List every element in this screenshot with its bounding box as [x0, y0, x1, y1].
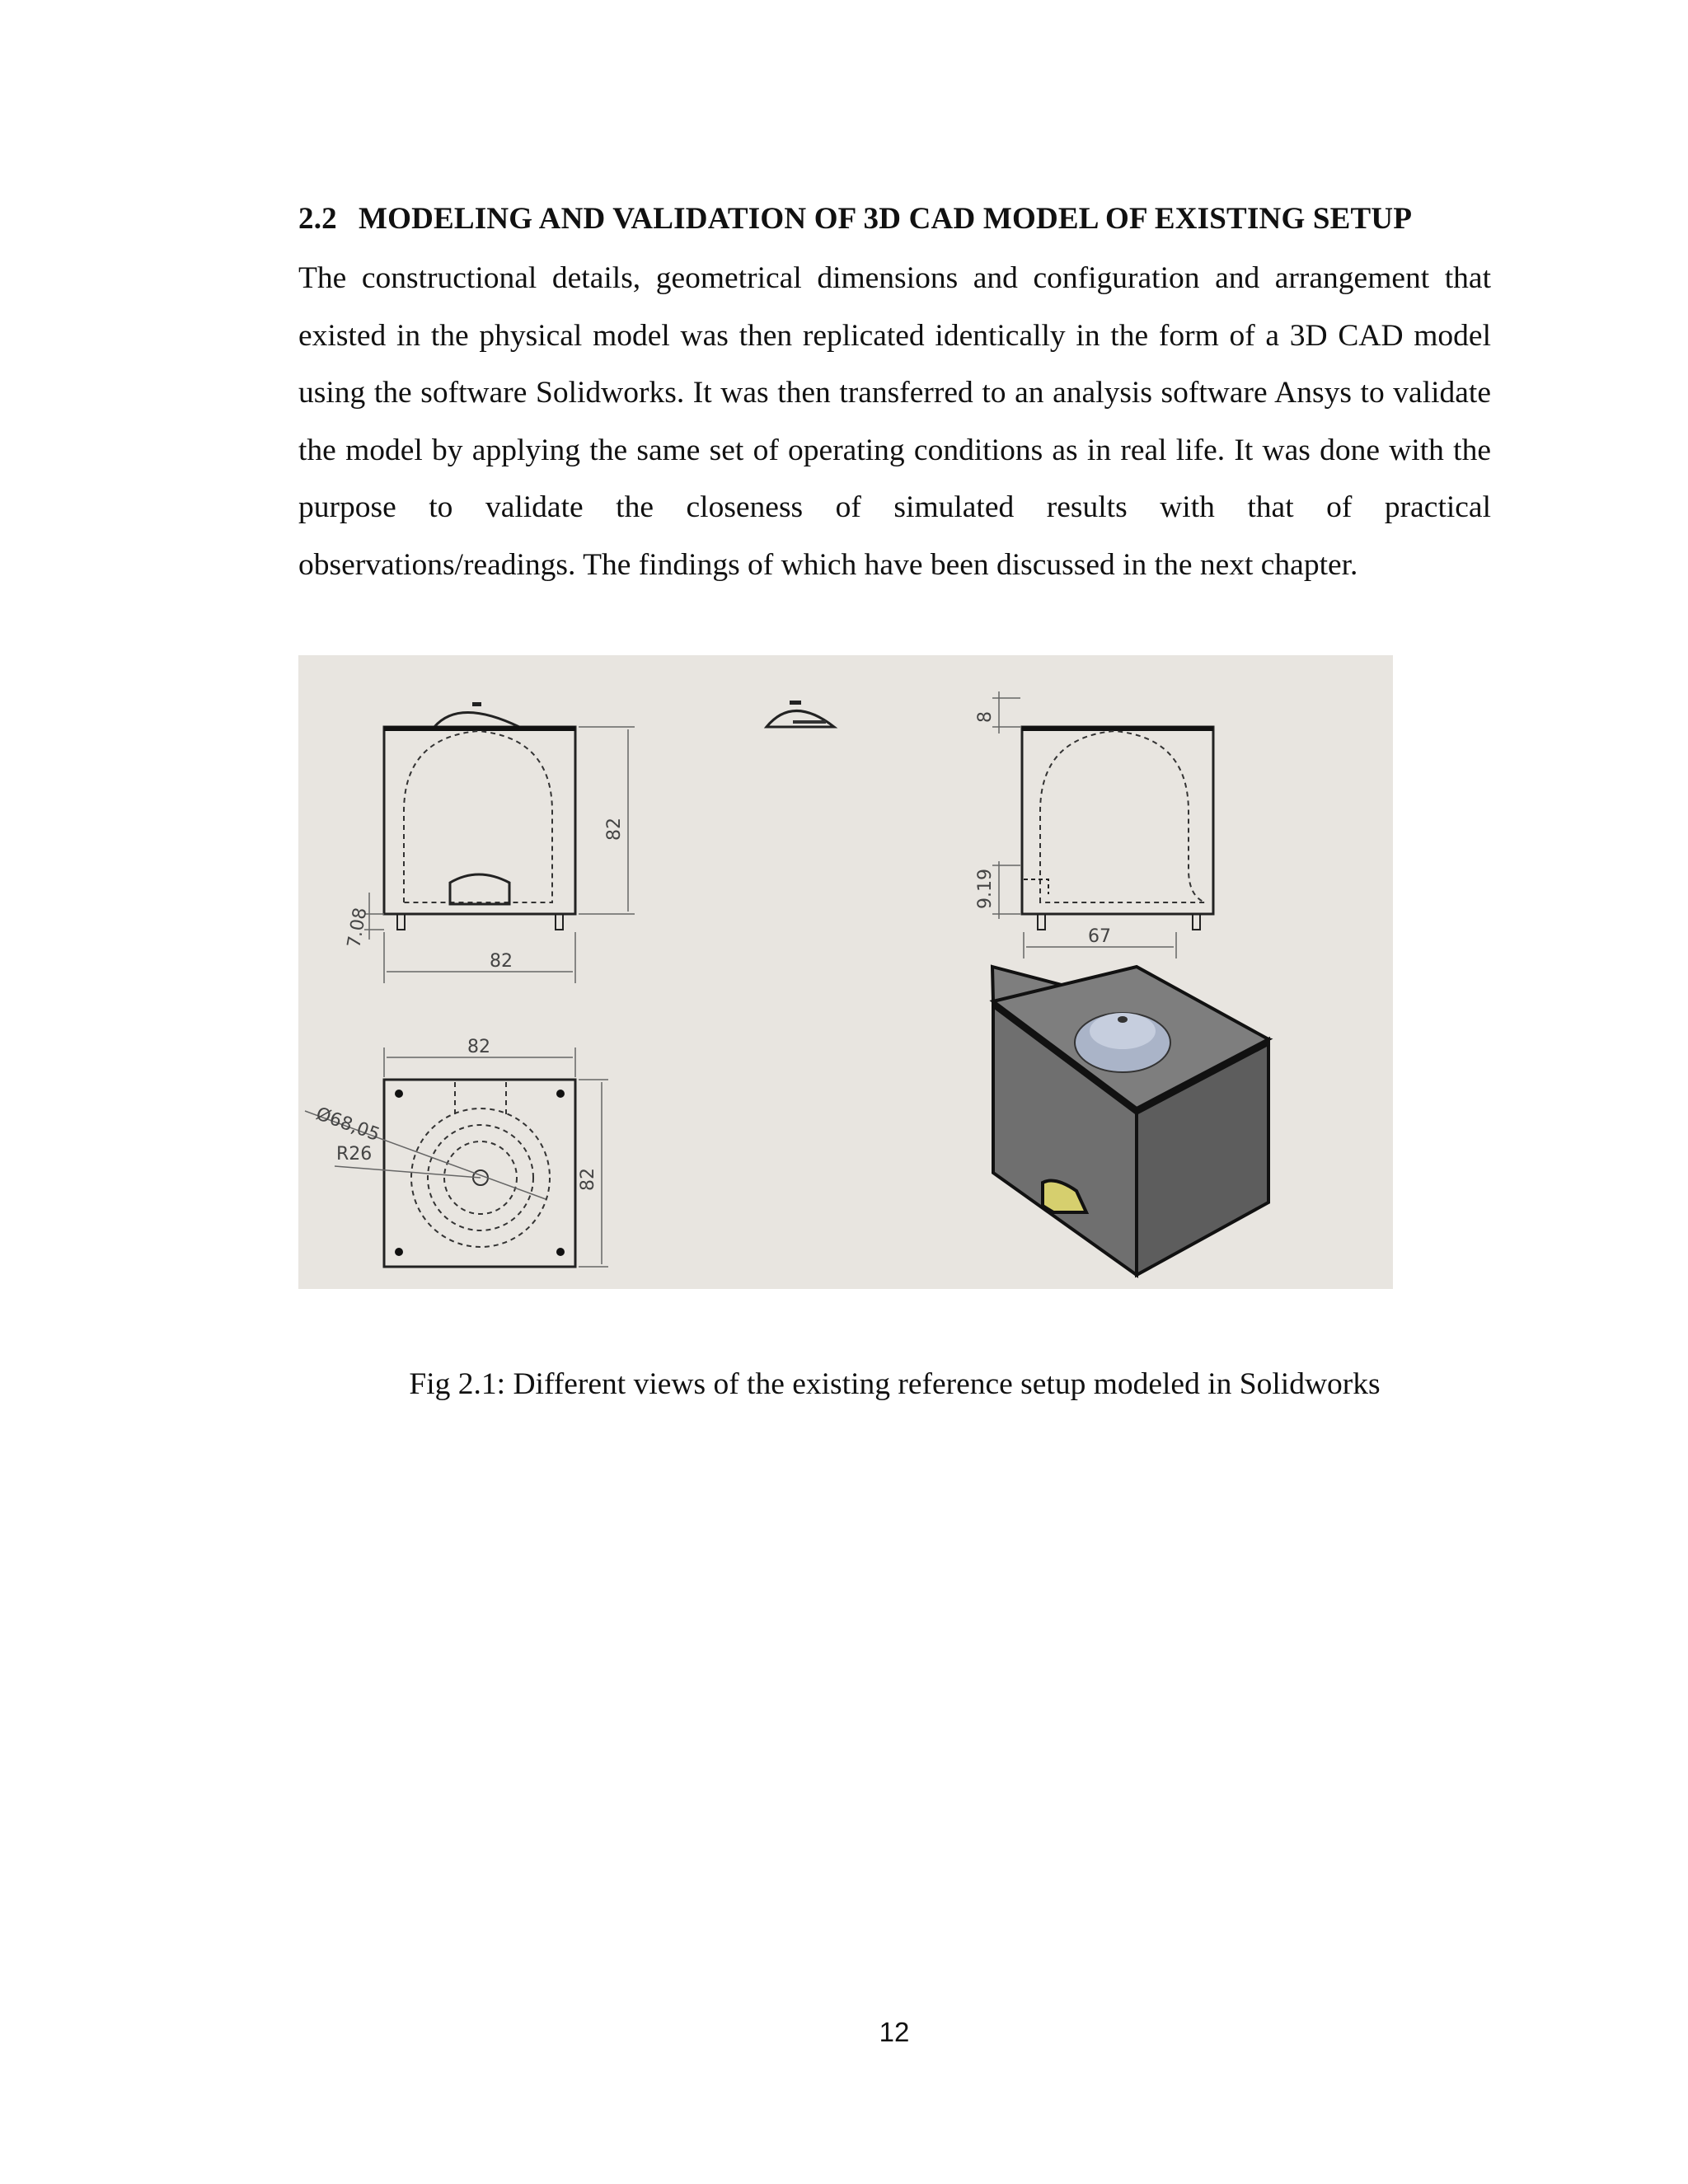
mount-hole — [556, 1248, 565, 1256]
front-lid — [434, 713, 519, 728]
side-view — [767, 691, 1213, 958]
section-number: 2.2 — [298, 202, 337, 236]
top-diameter-dim: Ø68,05 — [312, 1104, 382, 1146]
side-opening-dim: 9.19 — [975, 869, 996, 909]
isometric-view — [992, 967, 1269, 1275]
section-heading — [298, 196, 1493, 242]
top-view — [305, 1037, 608, 1267]
top-height-dim: 82 — [578, 1168, 598, 1191]
front-width-dim: 82 — [490, 951, 513, 972]
top-body — [384, 1080, 575, 1267]
front-view — [344, 702, 635, 983]
side-lid — [767, 711, 834, 728]
page-number: 12 — [879, 2017, 910, 2047]
mount-hole — [556, 1090, 565, 1098]
front-opening — [450, 874, 509, 904]
side-top-dim: 8 — [975, 711, 996, 723]
front-height-dim: 82 — [604, 818, 625, 841]
section-title: MODELING AND VALIDATION OF 3D CAD MODEL OF EXISTING SETUP — [359, 202, 1413, 236]
top-width-dim: 82 — [467, 1037, 490, 1057]
top-radius-dim: R26 — [336, 1144, 373, 1165]
side-chamber — [1040, 731, 1205, 902]
side-body — [1022, 727, 1213, 914]
cad-drawing — [298, 655, 1393, 1289]
mount-hole — [395, 1090, 403, 1098]
front-foot-dim: 7.08 — [344, 906, 372, 950]
figure-caption: Fig 2.1: Different views of the existing reference setup modeled in Solidworks — [409, 1367, 1381, 1401]
side-width-dim: 67 — [1088, 926, 1111, 947]
cad-figure — [298, 655, 1393, 1289]
side-opening — [1024, 879, 1048, 894]
front-knob — [472, 702, 481, 706]
mount-hole — [395, 1248, 403, 1256]
body-paragraph: The constructional details, geometrical dimensions and configuration and arrangement that existed in the physical model was then replicated identically in the form of a 3D CAD model using the software Solidworks. It was then transferred to an analysis software Ansys to validate the model by applying the same set of operating conditions as in real life. It was done with the purpose to validate the closeness of simulated results with that of practical observations/readings. The findings of which have been discussed in the next chapter. — [298, 261, 1491, 582]
front-body — [384, 727, 575, 914]
front-chamber — [404, 731, 552, 902]
iso-dome-knob — [1118, 1016, 1128, 1023]
